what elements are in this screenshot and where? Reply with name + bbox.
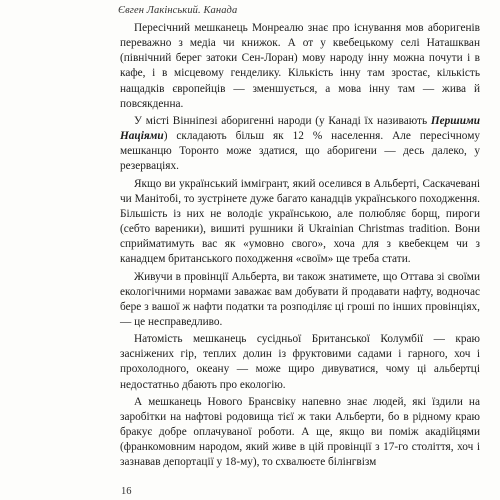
body-text <box>120 21 480 473</box>
running-head: Євген Лакінський. Канада <box>118 5 238 16</box>
paragraph-winnipeg-before: У місті Вінніпезі аборигенні народи (у Канаді їх називають <box>134 114 431 127</box>
paragraph-montreal: Пересічний мешканець Монреалю знає про існування мов аборигенів переважно з медіа чи книжок. А от у квебецькому селі Наташкван (північний берег затоки Сен-Лоран) мову народу інну можна почути і в кафе, і в місцевому генделику. Кількість інну там зростає, кількість нащадків європейців — зменшується, а мова інну там — жива й повсякденна. <box>120 22 480 110</box>
paragraph-british-columbia: Натомість мешканець сусідньої Британської Колумбії — краю засніжених гір, теплих долин із фруктовими садами і гарного, хоч і прохолодного, океану — може щиро дивуватися, чому ці альбертці недостатньо дбають про екологію. <box>120 333 480 391</box>
page-number: 16 <box>121 486 132 497</box>
paragraph-winnipeg <box>120 114 480 175</box>
paragraph-ukrainian-immigrant: Якщо ви український іммігрант, який оселився в Альберті, Саскачевані чи Манітобі, то зустрінете дуже багато канадців українського походження. Більшість із них не володіє українською, але полюбляє борщ, пироги (себто вареники), вишиті рушники й Ukrainian Christmas tradition. Вони сприйматимуть вас як «умовно свого», хоча для з квебекцем чи з канадцем британського походження «своїм» ще треба стати. <box>120 177 480 266</box>
paragraph-new-brunswick: А мешканець Нового Брансвіку напевно знає людей, які їздили на заробітки на нафтові родовища тієї ж таки Альберти, бо в рідному краю бракує добре оплачуваної роботи. А ще, якщо ви поміж акадійцями (франкомовним народом, який живе в цій провінції з 17-го століття, хоч і зазнавав депортації у 18-му), то схвалюєте білінгвізм <box>120 395 480 469</box>
paragraph-winnipeg-after: ) складають більш як 12 % населення. Але пересічному мешканцю Торонто може здатися, що аборигени — десь далеко, у резерваціях. <box>120 130 480 173</box>
first-nations-term: Першими Націями <box>120 114 480 143</box>
paragraph-alberta: Живучи в провінції Альберта, ви також знатимете, що Оттава зі своїми екологічними нормами заважає вам добувати й продавати нафту, водночас бере з вашої ж нафти податки та розподіляє ці гроші по інших провінціях, — це несправедливо. <box>120 270 480 328</box>
